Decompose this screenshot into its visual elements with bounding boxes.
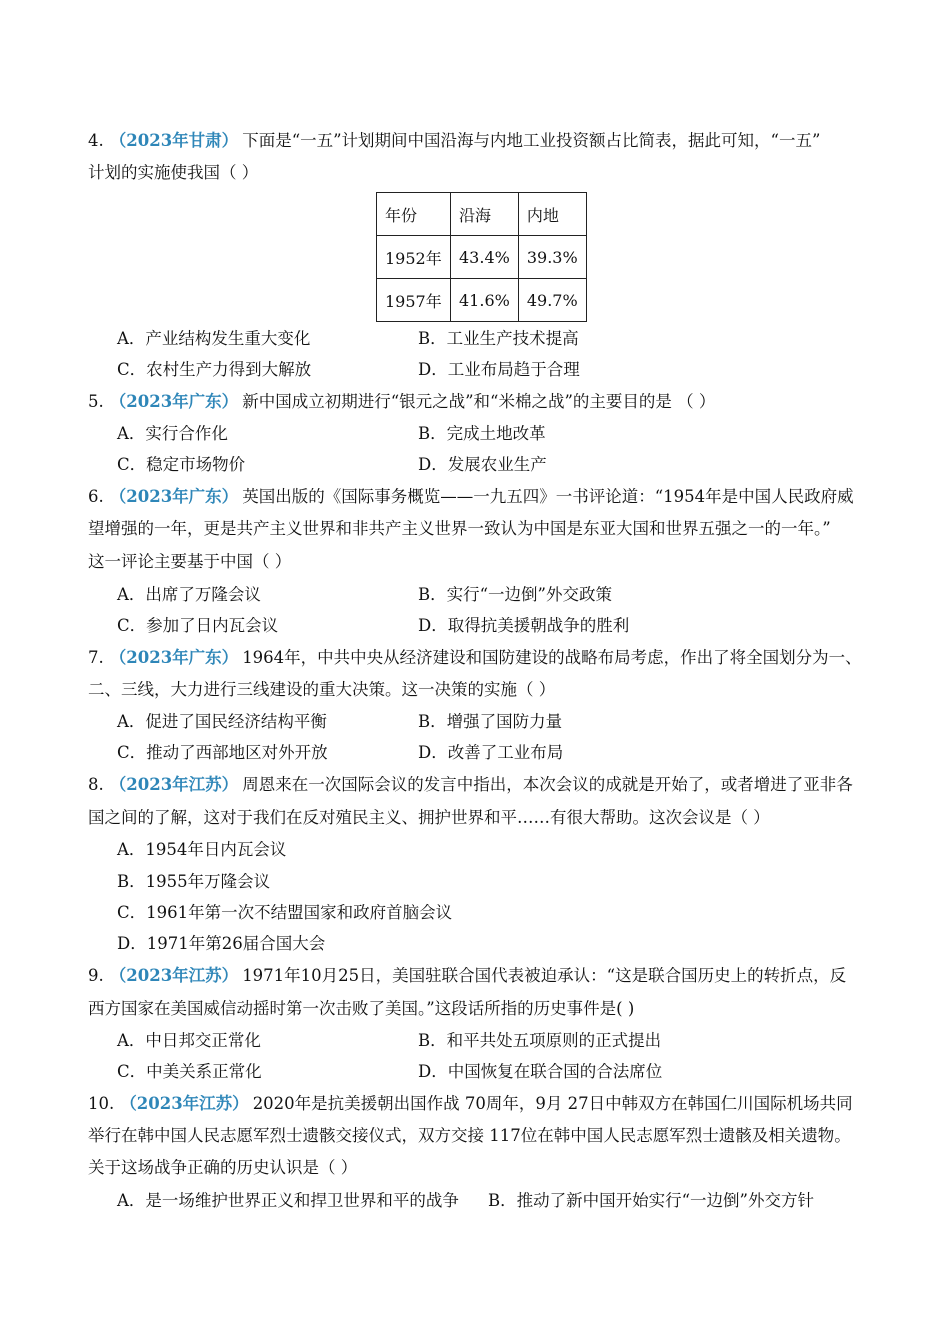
question-number: 6. xyxy=(88,487,104,506)
question-text: 英国出版的《国际事务概览——一九五四》一书评论道：“1954年是中国人民政府威 xyxy=(242,487,854,506)
question-source: （2023年广东） xyxy=(109,487,239,506)
question-text: 这一评论主要基于中国（ ） xyxy=(88,552,292,571)
table-cell: 41.6% xyxy=(451,279,519,322)
question-text: 2020年是抗美援朝出国作战 70周年，9月 27日中韩双方在韩国仁川国际机场共同 xyxy=(252,1094,853,1113)
option-c[interactable]: C．推动了西部地区对外开放 xyxy=(117,743,328,762)
option-b[interactable]: B．推动了新中国开始实行“一边倒”外交方针 xyxy=(488,1191,814,1210)
question-text: 举行在韩中国人民志愿军烈士遗骸交接仪式，双方交接 117位在韩中国人民志愿军烈士遗骸及相关遗物。 xyxy=(88,1126,851,1145)
question-10-line-2 xyxy=(88,1125,851,1147)
question-number: 4. xyxy=(88,131,104,150)
question-source: （2023年江苏） xyxy=(109,775,239,794)
question-8-line-2 xyxy=(88,807,770,829)
question-text: 周恩来在一次国际会议的发言中指出，本次会议的成就是开始了，或者增进了亚非各 xyxy=(242,775,853,794)
option-c[interactable]: C．中美关系正常化 xyxy=(117,1062,262,1081)
question-4-line-2 xyxy=(88,162,258,184)
option-b[interactable]: B．工业生产技术提高 xyxy=(418,329,579,348)
question-text: 国之间的了解，这对于我们在反对殖民主义、拥护世界和平……有很大帮助。这次会议是（ ） xyxy=(88,808,770,827)
option-d[interactable]: D．1971年第26届合国大会 xyxy=(117,934,326,953)
question-source: （2023年甘肃） xyxy=(109,131,239,150)
option-c[interactable]: C．农村生产力得到大解放 xyxy=(117,360,312,379)
question-text: 计划的实施使我国（ ） xyxy=(88,163,259,182)
option-c[interactable]: C．稳定市场物价 xyxy=(117,455,246,474)
option-b[interactable]: B．1955年万隆会议 xyxy=(117,872,271,891)
option-d[interactable]: D．改善了工业布局 xyxy=(418,743,564,762)
question-text: 1964年，中共中央从经济建设和国防建设的战略布局考虑，作出了将全国划分为一、 xyxy=(242,648,862,667)
question-4-line-1 xyxy=(88,130,820,152)
option-a[interactable]: A．中日邦交正常化 xyxy=(117,1031,261,1050)
question-number: 9. xyxy=(88,966,104,985)
option-a[interactable]: A．实行合作化 xyxy=(117,424,228,443)
question-9-line-2 xyxy=(88,998,634,1020)
question-9-line-1 xyxy=(88,965,846,987)
question-7-line-1 xyxy=(88,647,862,669)
question-7-line-2 xyxy=(88,679,555,701)
question-source: （2023年广东） xyxy=(109,648,239,667)
option-c[interactable]: C．参加了日内瓦会议 xyxy=(117,616,279,635)
question-source: （2023年江苏） xyxy=(109,966,239,985)
table-header-year: 年份 xyxy=(377,193,451,236)
table-header-row xyxy=(377,193,587,236)
option-a[interactable]: A．出席了万隆会议 xyxy=(117,585,261,604)
question-text: 二、三线，大力进行三线建设的重大决策。这一决策的实施（ ） xyxy=(88,680,556,699)
option-a[interactable]: A．是一场维护世界正义和捍卫世界和平的战争 xyxy=(117,1191,459,1210)
question-text: 新中国成立初期进行“银元之战”和“米棉之战”的主要目的是 （ ） xyxy=(242,392,716,411)
question-10-line-3 xyxy=(88,1157,357,1179)
question-source: （2023年广东） xyxy=(109,392,239,411)
option-d[interactable]: D．中国恢复在联合国的合法席位 xyxy=(418,1062,663,1081)
investment-table xyxy=(376,192,587,322)
option-d[interactable]: D．工业布局趋于合理 xyxy=(418,360,580,379)
question-text: 1971年10月25日，美国驻联合国代表被迫承认：“这是联合国历史上的转折点，反 xyxy=(242,966,847,985)
question-source: （2023年江苏） xyxy=(120,1094,249,1113)
table-header-inland: 内地 xyxy=(518,193,586,236)
option-b[interactable]: B．增强了国防力量 xyxy=(418,712,563,731)
question-5-line-1 xyxy=(88,391,715,413)
table-header-coastal: 沿海 xyxy=(451,193,519,236)
option-a[interactable]: A．促进了国民经济结构平衡 xyxy=(117,712,327,731)
question-6-line-2 xyxy=(88,518,831,540)
option-a[interactable]: A．产业结构发生重大变化 xyxy=(117,329,311,348)
table-cell: 43.4% xyxy=(451,236,519,279)
table-cell: 49.7% xyxy=(518,279,586,322)
option-b[interactable]: B．和平共处五项原则的正式提出 xyxy=(418,1031,662,1050)
table-cell: 1952年 xyxy=(377,236,451,279)
question-text: 关于这场战争正确的历史认识是（ ） xyxy=(88,1158,358,1177)
question-text: 西方国家在美国威信动摇时第一次击败了美国。”这段话所指的历史事件是( ) xyxy=(88,999,635,1018)
question-8-line-1 xyxy=(88,774,853,796)
option-d[interactable]: D．取得抗美援朝战争的胜利 xyxy=(418,616,630,635)
option-a[interactable]: A．1954年日内瓦会议 xyxy=(117,840,287,859)
question-number: 10. xyxy=(88,1094,115,1113)
question-10-line-1 xyxy=(88,1093,853,1115)
question-text: 下面是“一五”计划期间中国沿海与内地工业投资额占比简表，据此可知，“一五” xyxy=(242,131,821,150)
question-6-line-1 xyxy=(88,486,854,508)
question-number: 8. xyxy=(88,775,104,794)
table-row xyxy=(377,279,587,322)
question-number: 7. xyxy=(88,648,104,667)
option-b[interactable]: B．实行“一边倒”外交政策 xyxy=(418,585,612,604)
table-row xyxy=(377,236,587,279)
question-text: 望增强的一年，更是共产主义世界和非共产主义世界一致认为中国是东亚大国和世界五强之一的一年。” xyxy=(88,519,831,538)
option-d[interactable]: D．发展农业生产 xyxy=(418,455,547,474)
table-cell: 39.3% xyxy=(518,236,586,279)
option-b[interactable]: B．完成土地改革 xyxy=(418,424,546,443)
question-number: 5. xyxy=(88,392,104,411)
table-cell: 1957年 xyxy=(377,279,451,322)
question-6-line-3 xyxy=(88,551,291,573)
option-c[interactable]: C．1961年第一次不结盟国家和政府首脑会议 xyxy=(117,903,453,922)
